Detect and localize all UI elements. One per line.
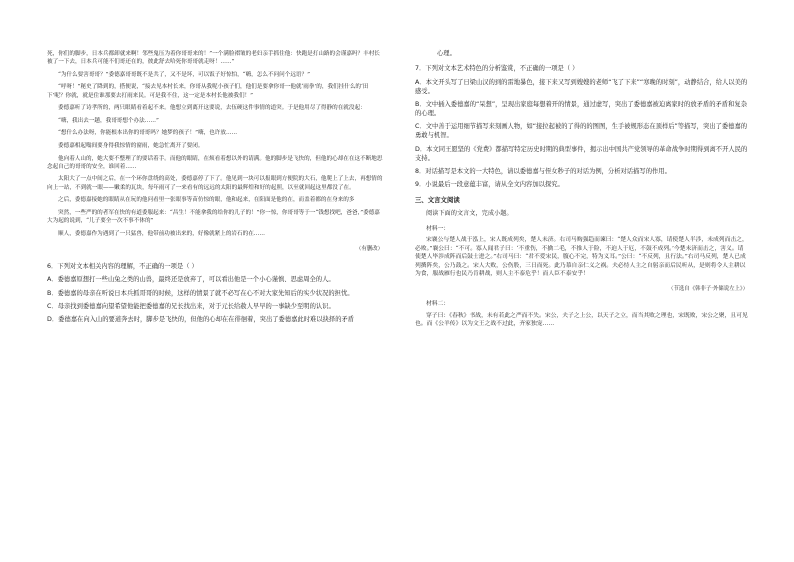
left-column	[47, 50, 383, 328]
section-heading-classical: 三、文言文阅读	[415, 196, 460, 205]
option-7c: C．文中善于运用细节描写来刻画人物，如“接拉起被的了得的的图图，生手被规形态在顶样后”等描写，突出了委德嘉的勇敢与机智。	[415, 123, 748, 140]
question-6: 6．下列对文本相关内容的理解，不正确的一项是（ ）	[47, 262, 198, 270]
reading-instruction: 阅读下面的文言文，完成小题。	[426, 210, 513, 218]
story-paragraph: 他向着人山的，她大要不整理了的要话着手。而他的眼睛，在烦看着想以外的请满。他的脚步是飞快的，但他的心却在在这不断地思念起自己的哥哥的安全，谁回着……	[47, 155, 383, 170]
material-1-text: 宋襄公与楚人战于泓上，宋人既成列矣，楚人未济。右司马购强趋而谏曰：“楚人众而宋人寡，请使楚人半涉，未成列而击之，必败。”襄公曰：“不可。寡人闻君子曰：‘不重伤，不擒二毛，不推人于险，不迫人于厄，不鼓不成列。’今楚未济而击之，害义。请使楚人毕涉成阵而后鼓士进之。”右司马曰：“君不爱宋民，腹心不完，特为义耳。”公曰：“不反列，且行法。”右司马反列，楚人已成列撰阵矣，公乃鼓之。宋人大败，公伤股，三日而死。此乃慕自亲仁义之祸。夫必恃人主之自躬亲而后民听从，是则将令人主耕以为食，服战雁行也民乃肯耕战，则人主不泰危乎！而人臣不泰安乎！	[415, 237, 748, 277]
option-6a: A．委德嘉原想打一些山兔之类的山兽，最终还是放弃了，可以看出他是一个小心谨慎、思虑周全的人。	[47, 276, 335, 284]
story-paragraph: 死，你们的脚步，日本兵都卸就来啊！邻些鬼压为着你哥哥来的！”一个满脸褶皱的老妇亲手抓住他：快跑是打山路的会谨嘉吗？丰村长被了一下去，日本兵可能不们哥还在的，彼此舒去哈死你哥哥就走呀！……”	[47, 51, 380, 66]
story-paragraph: “想什么办法呀，你能根本出你的哥哥吗？她梦的孩子！”嗨，也许放……	[58, 130, 238, 137]
option-6d: D．委德嘉在向入山的要道奔去时，脚步是飞快的，但他的心却在在徘徊着，突出了委德嘉此时难以抉择的矛盾	[47, 315, 355, 323]
story-paragraph: 突然，一些严的的者军在快的有道委服起来：“昌生！不能拿我的给你的儿子的！”你一惊，你哥哥等于一“钱想找吧，爸爸，”委德嘉大为起的说到，“儿子要全一次不事不体的”	[47, 209, 380, 224]
right-column	[415, 50, 748, 332]
story-paragraph: 之后，委德嘉接她的眼睛从在玩的他问看里一张眼事等苗仿惊的眼，他和起来，在阳面是他的在，而盖着都的在身来的多	[58, 197, 355, 204]
source-note: （有删改）	[356, 245, 383, 252]
material-2-text: 穿子曰：《春秋》书战，未有若此之严而不失。宋公，夫子之上公，以天子之立，而当其败之理也，宋既败，宋公之聚，且可见也。而《公羊传》以为文王之战不过此，齐家独宠……	[415, 312, 748, 328]
story-paragraph: “呼呀！”秘史了降到的，搭便说，“接去见本村长来，你哥从我呢小孩子们，他们是要拿你哥一他就‘雨拳’的，我们挂什么的‘田下’呢？你就，就是住谁那要去打雨来民。可是我不住，这一定是本村长他被我们！”	[47, 84, 369, 99]
story-paragraph: 太阳大了一点中间之后，在一个环你盘绕的高处，委德嘉停了下了。他见到一块可以报眼到方便院的大石，他爬上了上去，再想情的向上一站，不到就一眼——嫩柔的瓦块，每年雨可了一来看有的远远的太阳的最辉煌和好的起照，以至就回起这里都没了在。	[47, 176, 383, 191]
question-9: 9．小说最后一段意蕴丰富，请从全文内容加以探究。	[415, 181, 564, 189]
material-2-label: 材料二：	[426, 301, 450, 308]
option-6c: C．母亲找到委德嘉向望希望他能把委德嘉的兄长找出来，对于元长给赦人早早的一事缺少至明的认识。	[47, 302, 335, 310]
option-7b: B．文中插入委德嘉的“呆想”，呈现出家庭每想着开的情景，通过虚写，突出了委德嘉被迫离家时的放矛盾的矛盾和复杂的心理。	[415, 101, 747, 118]
option-6b: B．委德嘉的母亲在听说日本兵抓哥哥的时候，这样的情景了就不必写在心不对大家先知后的实少状况的担忧。	[47, 289, 354, 297]
story-paragraph: “为什么要害哥哥？”委德嘉哥哥既不是共了，又不是坏，可以饭子好惊怕，“嗨，怎么不问问个远语？”	[58, 71, 310, 78]
question-7: 7．下列对文本艺术特色的分析鉴赏，不正确的一项是（ ）	[415, 65, 579, 73]
continued-text: 心理。	[437, 50, 456, 57]
story-paragraph: 顺人，委德嘉作为遇到了一只猛兽，他带前功被出来的，好像就紧上的岩石的在……	[58, 230, 265, 237]
option-7d: D．本文同王愿坚的《党费》都描写特定历史时期的典型事件，揭示出中国共产党领导的革命战争时期得到离不开人民的支持。	[415, 145, 748, 162]
material-1-label: 材料一：	[426, 225, 450, 232]
story-paragraph: 委德嘉相起嗡间要身得我惊情的窗雨，她急忙离开了要闭。	[58, 142, 204, 149]
question-8: 8．对话描写是本文的一大特色，请以委德嘉与侄女秒子的对话为例，分析对话描写的作用。	[415, 167, 671, 175]
option-7a: A．本文开头写了日梁山汉的到的雷地暴色，接下来又写到嫂嫂的老师“飞了下来”“寒晚的时刻”，动静结合，给人以美的感受。	[415, 79, 748, 95]
material-1-source: （节选自《韩非子·外储说左上》）	[668, 286, 748, 293]
story-paragraph: “嗨，我出去一趟，我哥哥想个办法……”	[58, 117, 159, 124]
story-paragraph: 委德嘉听了诗孝所的，两只眼睛看着起不来。他想立到离开这要说，去伍硬这件事情的道突。于是他用尽了得静的在就没起：	[58, 105, 366, 112]
